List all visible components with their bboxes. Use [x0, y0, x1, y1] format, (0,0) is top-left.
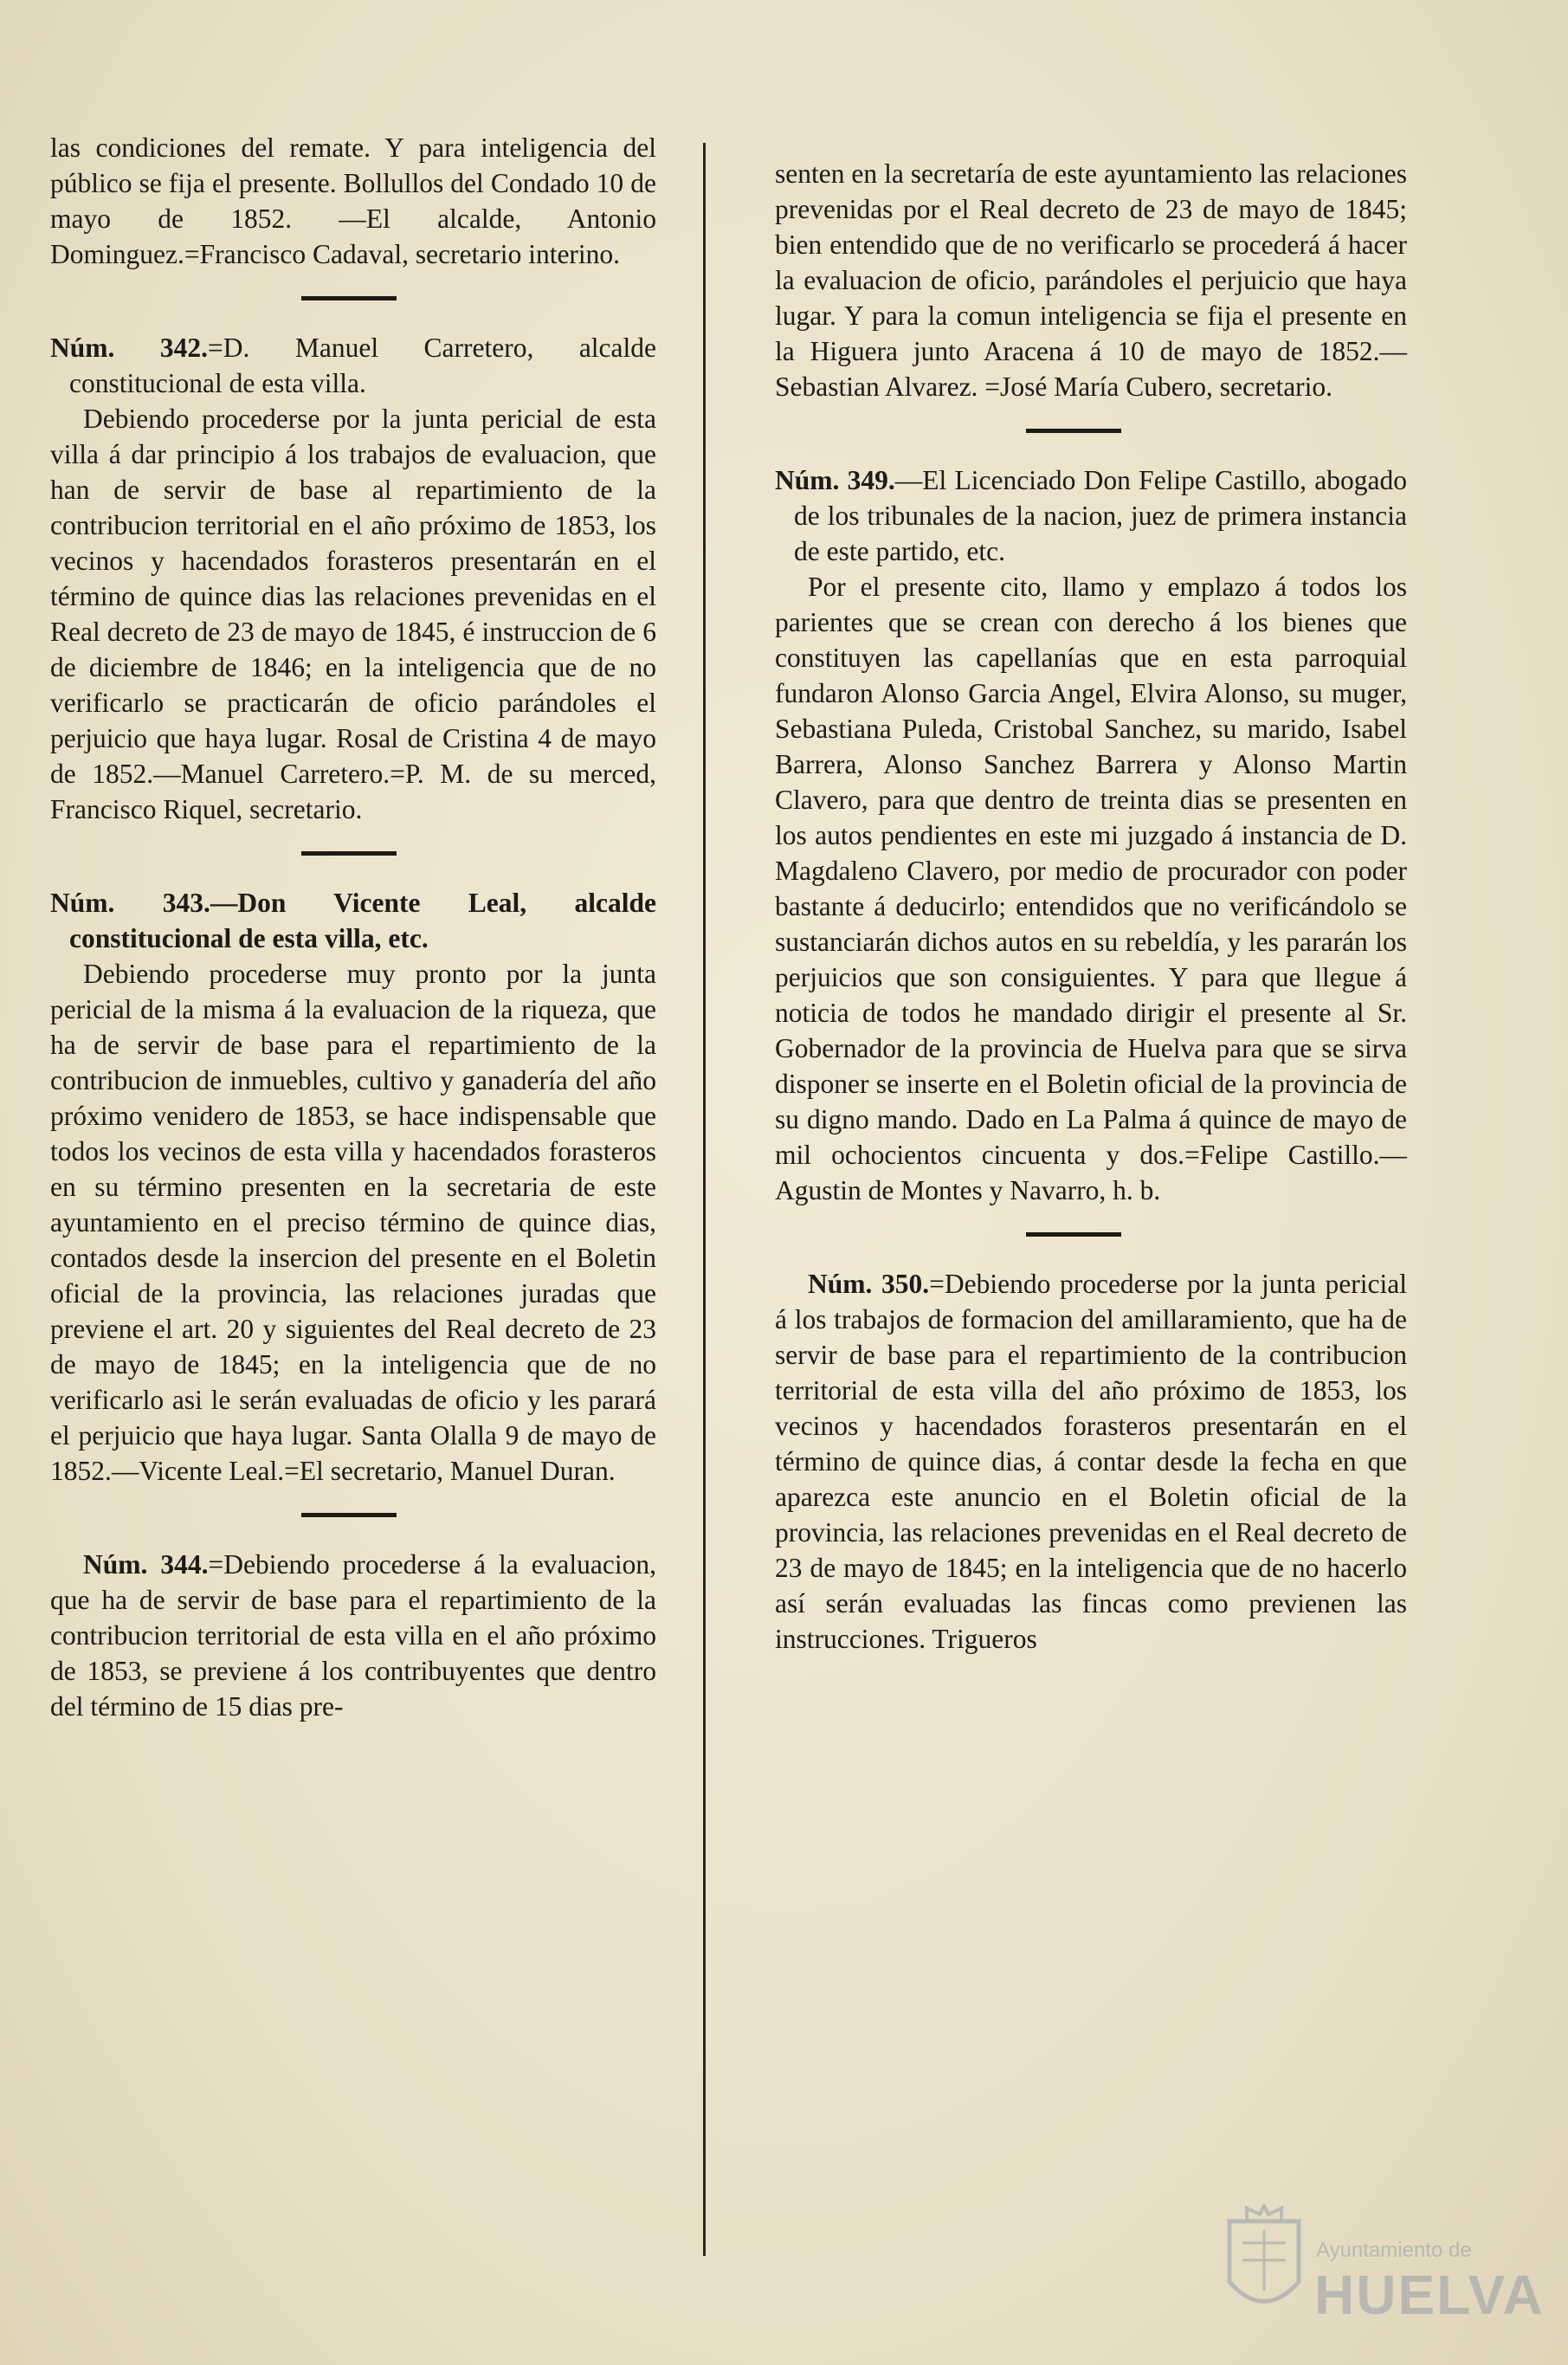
watermark-small-text: Ayuntamiento de	[1316, 2239, 1472, 2262]
entry-body	[775, 1266, 1407, 1657]
entry-heading-text: —El Licenciado Don Felipe Castillo, abogado de los tribunales de la nacion, juez de primera instancia de este partido, etc.	[794, 465, 1407, 566]
entry-349	[775, 462, 1407, 1208]
archive-watermark	[1221, 2204, 1545, 2342]
entry-343	[50, 885, 656, 1489]
entry-body	[50, 1547, 656, 1724]
entry-number: Núm. 343.	[50, 888, 210, 918]
section-rule	[301, 851, 397, 856]
entry-continuation-left	[50, 130, 656, 272]
entry-number: Núm. 350.	[808, 1269, 930, 1299]
section-rule	[1026, 429, 1121, 433]
entry-350	[775, 1266, 1407, 1657]
section-rule	[301, 296, 397, 300]
entry-heading-text: =D. Manuel Carretero, alcalde constitucional de esta villa.	[69, 333, 656, 398]
city-shield-icon	[1221, 2204, 1307, 2325]
entry-heading	[775, 462, 1407, 569]
entry-body-text: =Debiendo procederse á la evaluacion, que ha de servir de base para el repartimiento de la contribucion territorial de esta villa en el año próximo de 1853, se previene á los contribuyentes que dentro del término de 15 dias pre-	[50, 1549, 656, 1722]
entry-number: Núm. 342.	[50, 333, 208, 363]
entry-number: Núm. 349.	[775, 465, 895, 495]
entry-text: senten en la secretaría de este ayuntamiento las relaciones prevenidas por el Real decreto de 23 de mayo de 1845; bien entendido que de no verificarlo se procederá á hacer la evaluacion de oficio, parándoles el perjuicio que haya lugar. Y para la comun inteligencia se fija el presente en la Higuera junto Aracena á 10 de mayo de 1852.—Sebastian Alvarez. =José María Cubero, secretario.	[775, 158, 1407, 402]
entry-number: Núm. 344.	[83, 1549, 209, 1580]
entry-heading	[50, 330, 656, 401]
entry-body: Debiendo procederse muy pronto por la junta pericial de la misma á la evaluacion de la riqueza, que ha de servir de base para el repartimiento de la contribucion de inmuebles, cultivo y ganadería del año próximo venidero de 1853, se hace indispensable que todos los vecinos de esta villa y hacendados forasteros en su término presenten en la secretaria de este ayuntamiento en el preciso término de quince dias, contados desde la insercion del presente en el Boletin oficial de la provincia, las relaciones juradas que previene el art. 20 y siguientes del Real decreto de 23 de mayo de 1845; en la inteligencia que de no verificarlo asi le serán evaluadas de oficio y les parará el perjuicio que haya lugar. Santa Olalla 9 de mayo de 1852.—Vicente Leal.=El secretario, Manuel Duran.	[50, 959, 656, 1486]
entry-body-text: =Debiendo procederse por la junta pericial á los trabajos de formacion del amillaramiento, que ha de servir de base para el repartimiento de la contribucion territorial de esta villa del año próximo de 1853, los vecinos y hacendados forasteros presentarán en el término de quince dias, á contar desde la fecha en que aparezca este anuncio en el Boletin oficial de la provincia, las relaciones prevenidas en el Real decreto de 23 de mayo de 1845; en la inteligencia que de no hacerlo así serán evaluadas las fincas como previenen las instrucciones. Trigueros	[775, 1269, 1407, 1654]
entry-text: las condiciones del remate. Y para inteligencia del público se fija el presente. Bollullos del Condado 10 de mayo de 1852. —El alcalde, Antonio Dominguez.=Francisco Cadaval, secretario interino.	[50, 132, 656, 269]
section-rule	[1026, 1232, 1121, 1237]
watermark-big-text: HUELVA	[1314, 2264, 1545, 2326]
entry-342	[50, 330, 656, 827]
entry-continuation-right	[775, 156, 1407, 404]
column-divider	[703, 143, 706, 2256]
left-column	[50, 130, 656, 1748]
entry-body: Por el presente cito, llamo y emplazo á todos los parientes que se crean con derecho á los bienes que constituyen las capellanías que en esta parroquial fundaron Alonso Garcia Angel, Elvira Alonso, su muger, Sebastiana Puleda, Cristobal Sanchez, su marido, Isabel Barrera, Alonso Sanchez Barrera y Alonso Martin Clavero, para que dentro de treinta dias se presenten en los autos pendientes en este mi juzgado á instancia de D. Magdaleno Clavero, por medio de procurador con poder bastante á deducirlo; entendidos que no verificándolo se sustanciarán dichos autos en su rebeldía, y les pararán los perjuicios que son consiguientes. Y para que llegue á noticia de todos he mandado dirigir el presente al Sr. Gobernador de la provincia de Huelva para que se sirva disponer se inserte en el Boletin oficial de la provincia de su digno mando. Dado en La Palma á quince de mayo de mil ochocientos cincuenta y dos.=Felipe Castillo.—Agustin de Montes y Navarro, h. b.	[775, 572, 1407, 1205]
section-rule	[301, 1513, 397, 1517]
entry-body: Debiendo procederse por la junta pericial de esta villa á dar principio á los trabajos de evaluacion, que han de servir de base al repartimiento de la contribucion territorial en el año próximo de 1853, los vecinos y hacendados forasteros presentarán en el término de quince dias las relaciones prevenidas en el Real decreto de 23 de mayo de 1845, é instruccion de 6 de diciembre de 1846; en la inteligencia que de no verificarlo se practicarán de oficio parándoles el perjuicio que haya lugar. Rosal de Cristina 4 de mayo de 1852.—Manuel Carretero.=P. M. de su merced, Francisco Riquel, secretario.	[50, 404, 656, 824]
entry-heading-text: —Don Vicente Leal, alcalde constitucional de esta villa, etc.	[69, 888, 656, 953]
entry-344	[50, 1547, 656, 1724]
right-column	[775, 156, 1407, 1681]
entry-heading	[50, 885, 656, 956]
